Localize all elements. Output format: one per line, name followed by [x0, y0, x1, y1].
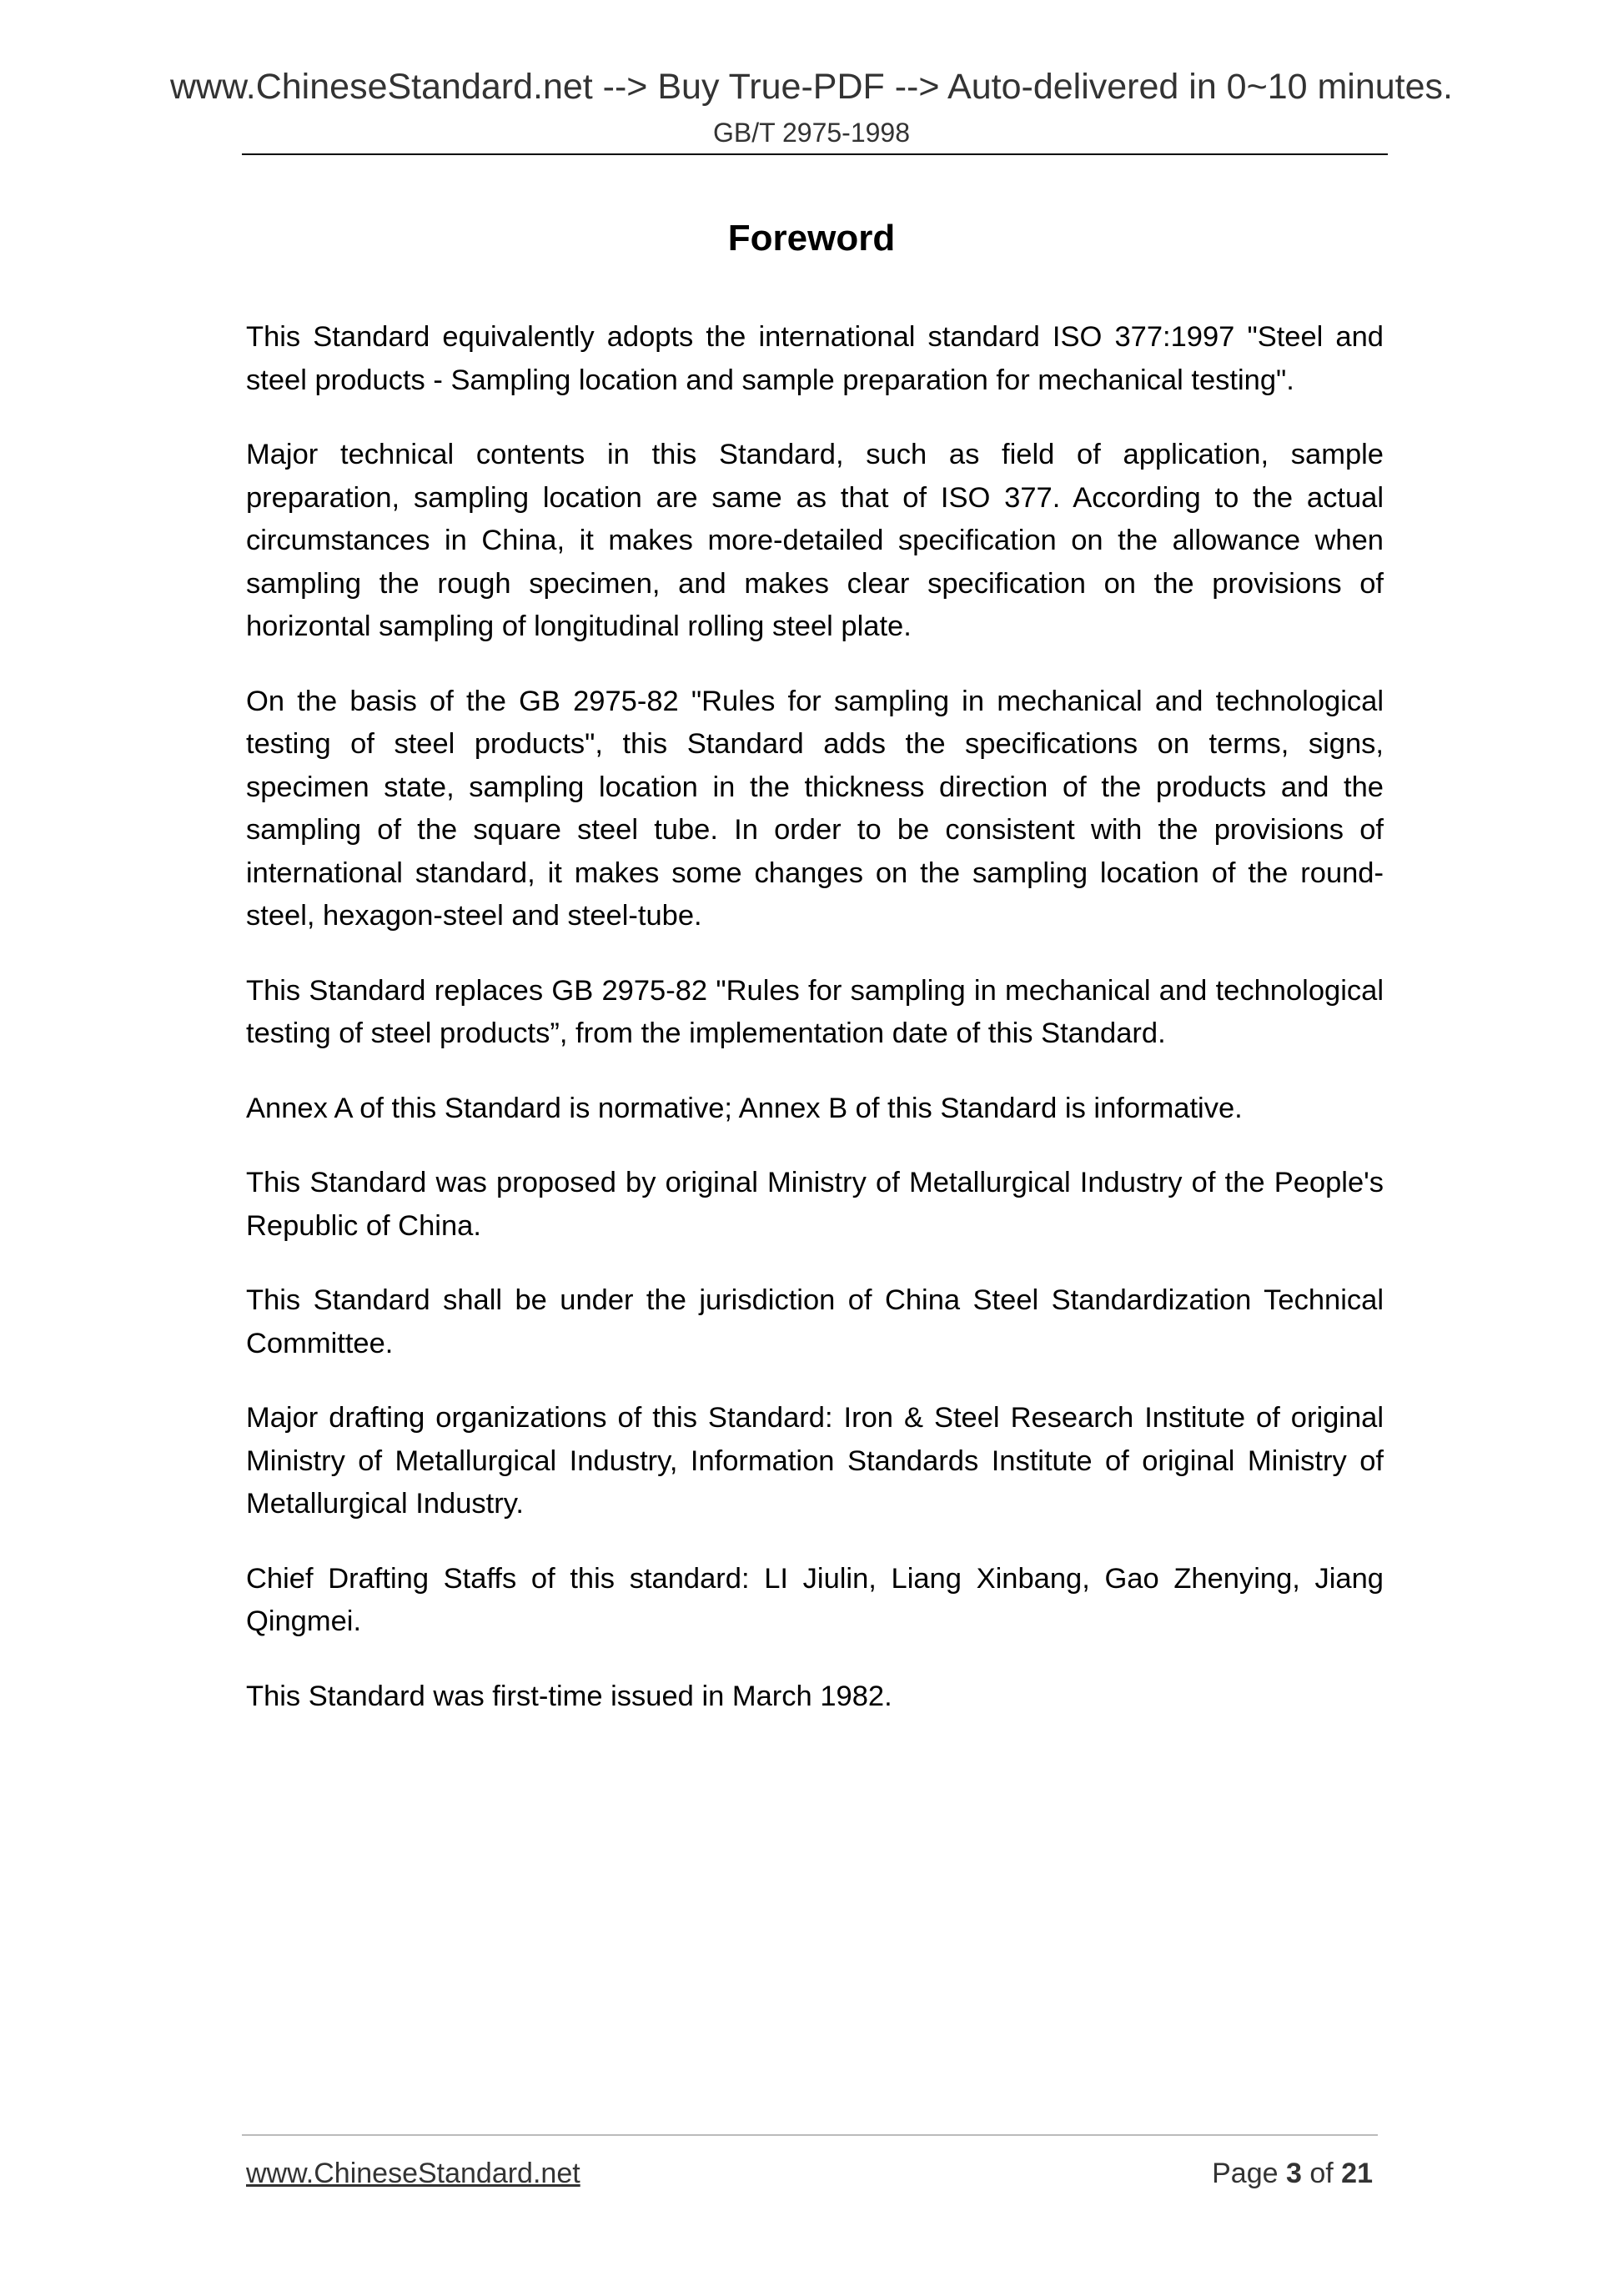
total-pages: 21 — [1341, 2158, 1373, 2189]
paragraph-annexes: Annex A of this Standard is normative; Annex B of this Standard is informative. — [246, 1092, 1243, 1124]
paragraph-first-issued: This Standard was first-time issued in March 1982. — [246, 1680, 892, 1712]
page-number — [1212, 2156, 1373, 2191]
paragraph-basis: On the basis of the GB 2975-82 "Rules for sampling in mechanical and technological testing of steel products", this Standard adds the specifications on terms, signs, specimen state, sampling location in the thickness direction of the products and the sampling of the square steel tube. In order to be consistent with the provisions of international standard, it makes some changes on the sampling location of the round-steel, hexagon-steel and steel-tube. — [246, 685, 1384, 932]
paragraph-replaces: This Standard replaces GB 2975-82 "Rules for sampling in mechanical and technological testing of steel products”, from the implementation date of this Standard. — [246, 974, 1384, 1049]
header-divider — [242, 153, 1388, 155]
foreword-body — [246, 316, 1384, 1750]
paragraph-drafting-staffs: Chief Drafting Staffs of this standard: LI Jiulin, Liang Xinbang, Gao Zhenying, Jiang Qingmei. — [246, 1562, 1384, 1637]
standard-code: GB/T 2975-1998 — [712, 118, 910, 148]
page-title: Foreword — [727, 218, 896, 259]
header-banner: www.ChineseStandard.net --> Buy True-PDF --> Auto-delivered in 0~10 minutes. — [169, 67, 1453, 107]
paragraph-adoption: This Standard equivalently adopts the international standard ISO 377:1997 "Steel and steel products - Sampling location and sample preparation for mechanical testing". — [246, 321, 1384, 396]
of-word: of — [1309, 2158, 1334, 2189]
footer-website-link[interactable]: www.ChineseStandard.net — [246, 2158, 580, 2189]
footer-divider — [242, 2134, 1378, 2136]
paragraph-technical-contents: Major technical contents in this Standard, such as field of application, sample preparation, sampling location are same as that of ISO 377. According to the actual circumstances in China, it makes more-detailed specification on the allowance when sampling the rough specimen, and makes clear specification on the provisions of horizontal sampling of longitudinal rolling steel plate. — [246, 439, 1384, 642]
current-page: 3 — [1285, 2158, 1302, 2189]
paragraph-drafting-organizations: Major drafting organizations of this Standard: Iron & Steel Research Institute of original Ministry of Metallurgical Industry, Information Standards Institute of original Ministry of Metallurgical Industry. — [246, 1402, 1384, 1520]
paragraph-proposed-by: This Standard was proposed by original Ministry of Metallurgical Industry of the People's Republic of China. — [246, 1167, 1384, 1242]
page-word: Page — [1212, 2158, 1279, 2189]
paragraph-jurisdiction: This Standard shall be under the jurisdiction of China Steel Standardization Technical Committee. — [246, 1284, 1384, 1359]
